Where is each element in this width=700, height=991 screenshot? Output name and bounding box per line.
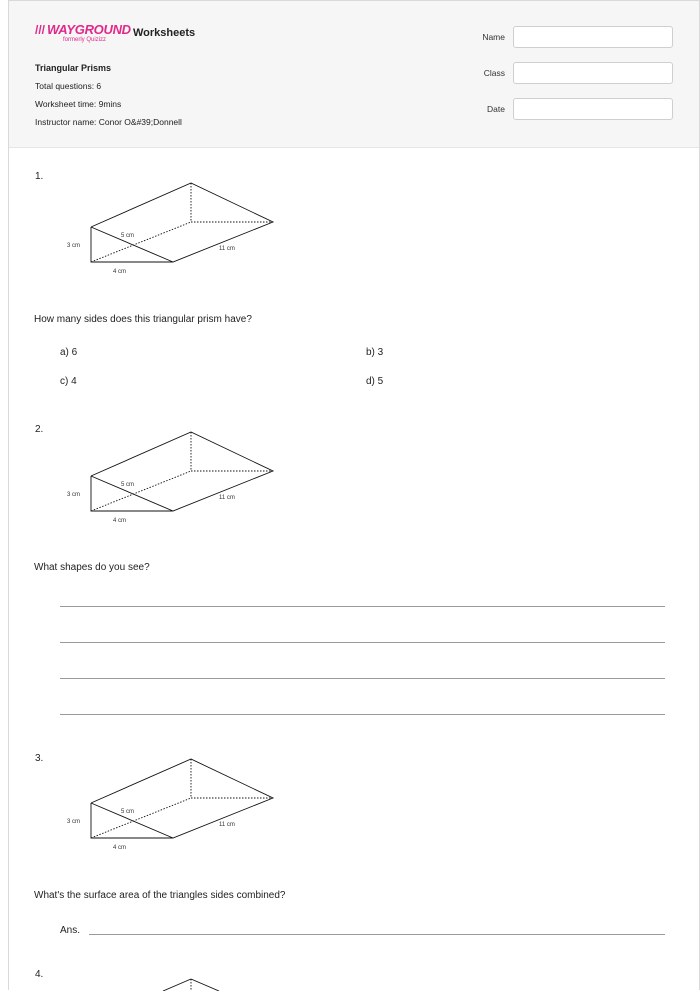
class-label: Class [483, 68, 505, 78]
name-field-row [465, 26, 673, 48]
prism-figure [33, 751, 283, 869]
class-field[interactable] [513, 62, 673, 84]
brand-subtitle: formerly Quizizz [63, 37, 107, 43]
prism-figure [33, 424, 283, 542]
brand-logo [35, 21, 131, 43]
worksheet-title: Triangular Prisms [35, 63, 112, 73]
date-label: Date [487, 104, 505, 114]
label-height: 3 cm [67, 492, 81, 498]
label-height: 3 cm [67, 243, 81, 249]
instructor-name: Instructor name: Conor O&#39;Donnell [35, 117, 182, 127]
option-a[interactable]: a) 6 [60, 347, 78, 358]
name-field[interactable] [513, 26, 673, 48]
label-base: 4 cm [113, 845, 127, 851]
answer-line[interactable] [60, 642, 665, 643]
question-2-text: What shapes do you see? [34, 562, 150, 573]
answer-line[interactable] [60, 678, 665, 679]
label-length: 11 cm [219, 246, 235, 252]
answer-line[interactable] [60, 606, 665, 607]
worksheet-header [9, 1, 699, 148]
answer-line[interactable] [89, 934, 665, 935]
label-length: 11 cm [219, 822, 235, 828]
worksheet-page [8, 0, 700, 990]
label-height: 3 cm [67, 819, 81, 825]
date-field-row [465, 98, 673, 120]
label-hypotenuse: 5 cm [121, 482, 135, 488]
worksheet-time: Worksheet time: 9mins [35, 99, 122, 109]
question-number: 1. [35, 171, 44, 182]
label-hypotenuse: 5 cm [121, 809, 135, 815]
class-field-row [465, 62, 673, 84]
option-d[interactable]: d) 5 [366, 376, 384, 387]
product-label: Worksheets [133, 27, 196, 39]
answer-label: Ans. [60, 925, 81, 936]
answer-line[interactable] [60, 714, 665, 715]
date-field[interactable] [513, 98, 673, 120]
total-questions: Total questions: 6 [35, 81, 102, 91]
question-number: 3. [35, 753, 44, 764]
brand-name: WAYGROUND [47, 22, 131, 37]
label-hypotenuse: 5 cm [121, 233, 135, 239]
prism-figure [33, 175, 283, 293]
question-number: 2. [35, 424, 44, 435]
option-c[interactable]: c) 4 [60, 376, 77, 387]
prism-figure [33, 971, 283, 991]
name-label: Name [482, 32, 505, 42]
option-b[interactable]: b) 3 [366, 347, 384, 358]
label-length: 11 cm [219, 495, 235, 501]
label-base: 4 cm [113, 518, 127, 524]
label-base: 4 cm [113, 269, 127, 275]
question-3-text: What's the surface area of the triangles sides combined? [34, 890, 286, 901]
brand-mark-icon: /// [35, 23, 46, 37]
question-number: 4. [35, 969, 44, 980]
worksheet-meta [35, 59, 182, 131]
question-1-text: How many sides does this triangular prism have? [34, 314, 252, 325]
